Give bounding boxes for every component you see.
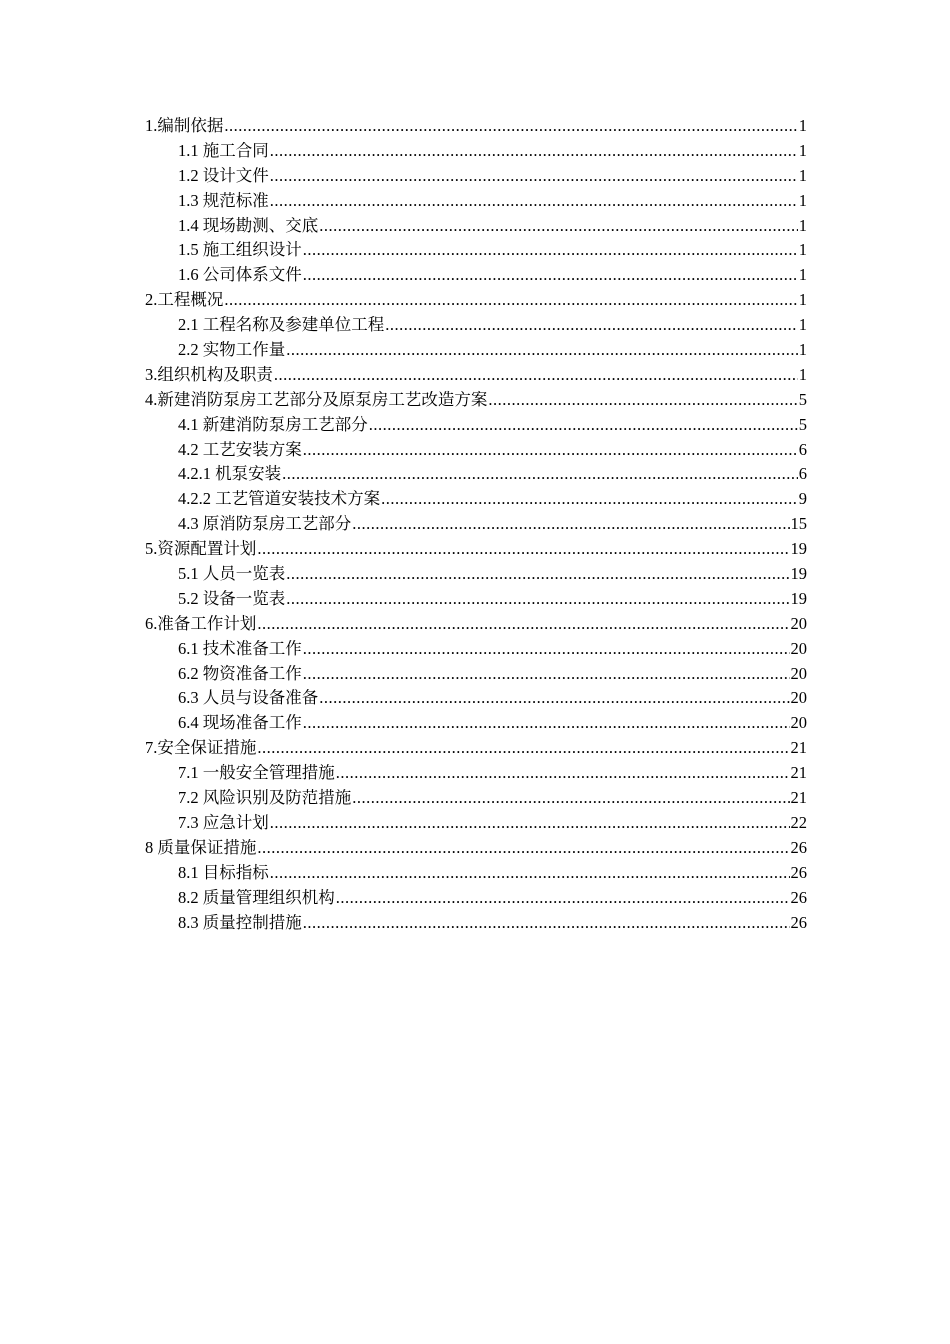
toc-dot-leader xyxy=(352,786,789,811)
toc-entry[interactable] xyxy=(145,861,807,886)
toc-entry-page-number: 1 xyxy=(798,240,807,260)
toc-entry-title: 6.1 技术准备工作 xyxy=(178,638,302,658)
toc-entry[interactable] xyxy=(145,438,807,463)
toc-dot-leader xyxy=(303,637,790,662)
toc-entry-title: 2.工程概况 xyxy=(145,290,224,310)
toc-entry-page-number: 1 xyxy=(798,290,807,310)
toc-entry-page-number: 1 xyxy=(798,190,807,210)
toc-dot-leader xyxy=(303,263,798,288)
toc-entry[interactable] xyxy=(145,164,807,189)
toc-entry-title: 3.组织机构及职责 xyxy=(145,364,273,384)
toc-dot-leader xyxy=(488,388,797,413)
toc-dot-leader xyxy=(257,836,789,861)
toc-entry[interactable] xyxy=(145,114,807,139)
toc-entry-title: 4.2.2 工艺管道安装技术方案 xyxy=(178,489,381,509)
toc-entry-title: 7.2 风险识别及防范措施 xyxy=(178,788,352,808)
toc-entry-page-number: 21 xyxy=(790,788,807,808)
toc-entry[interactable] xyxy=(145,637,807,662)
toc-dot-leader xyxy=(336,886,790,911)
toc-dot-leader xyxy=(257,736,789,761)
toc-entry-title: 1.编制依据 xyxy=(145,116,224,135)
toc-dot-leader xyxy=(303,662,790,687)
toc-entry[interactable] xyxy=(145,587,807,612)
toc-dot-leader xyxy=(270,861,790,886)
toc-entry-title: 5.2 设备一览表 xyxy=(178,588,286,608)
toc-entry-page-number: 1 xyxy=(798,140,807,160)
toc-entry-page-number: 1 xyxy=(798,165,807,185)
toc-entry[interactable] xyxy=(145,189,807,214)
toc-entry-title: 1.5 施工组织设计 xyxy=(178,240,302,260)
toc-entry[interactable] xyxy=(145,139,807,164)
toc-entry-title: 8.1 目标指标 xyxy=(178,862,269,882)
toc-entry-title: 6.准备工作计划 xyxy=(145,613,257,633)
toc-entry-title: 5.1 人员一览表 xyxy=(178,564,286,584)
toc-entry[interactable] xyxy=(145,288,807,313)
toc-dot-leader xyxy=(303,438,798,463)
toc-entry-page-number: 19 xyxy=(790,588,807,608)
toc-entry[interactable] xyxy=(145,736,807,761)
toc-entry-title: 8 质量保证措施 xyxy=(145,837,257,857)
toc-dot-leader xyxy=(319,214,798,239)
toc-dot-leader xyxy=(286,587,789,612)
toc-entry-title: 7.1 一般安全管理措施 xyxy=(178,763,335,783)
toc-dot-leader xyxy=(385,313,798,338)
toc-entry[interactable] xyxy=(145,662,807,687)
toc-entry-title: 8.3 质量控制措施 xyxy=(178,912,302,932)
toc-dot-leader xyxy=(282,462,798,487)
toc-entry-page-number: 5 xyxy=(798,389,807,409)
toc-entry[interactable] xyxy=(145,612,807,637)
toc-entry[interactable] xyxy=(145,786,807,811)
toc-entry-title: 1.2 设计文件 xyxy=(178,165,269,185)
toc-entry-title: 8.2 质量管理组织机构 xyxy=(178,887,335,907)
toc-dot-leader xyxy=(274,363,798,388)
toc-entry-title: 2.2 实物工作量 xyxy=(178,340,286,360)
toc-entry[interactable] xyxy=(145,811,807,836)
toc-entry-page-number: 26 xyxy=(790,912,807,932)
toc-dot-leader xyxy=(270,811,790,836)
toc-entry[interactable] xyxy=(145,263,807,288)
toc-entry-title: 4.新建消防泵房工艺部分及原泵房工艺改造方案 xyxy=(145,389,488,409)
toc-entry-title: 6.4 现场准备工作 xyxy=(178,713,302,733)
toc-entry-title: 7.3 应急计划 xyxy=(178,812,269,832)
toc-entry[interactable] xyxy=(145,388,807,413)
toc-entry[interactable] xyxy=(145,836,807,861)
toc-entry-page-number: 19 xyxy=(790,539,807,559)
toc-entry-page-number: 5 xyxy=(798,414,807,434)
toc-entry-page-number: 9 xyxy=(798,489,807,509)
toc-entry-page-number: 6 xyxy=(798,439,807,459)
toc-entry[interactable] xyxy=(145,686,807,711)
toc-entry-page-number: 1 xyxy=(798,215,807,235)
toc-entry-title: 1.6 公司体系文件 xyxy=(178,265,302,285)
toc-dot-leader xyxy=(286,562,789,587)
toc-entry-title: 2.1 工程名称及参建单位工程 xyxy=(178,315,385,335)
toc-entry-page-number: 1 xyxy=(798,116,807,135)
toc-entry[interactable] xyxy=(145,238,807,263)
toc-dot-leader xyxy=(270,189,798,214)
toc-entry[interactable] xyxy=(145,462,807,487)
toc-entry-page-number: 20 xyxy=(790,713,807,733)
toc-dot-leader xyxy=(352,512,789,537)
toc-entry-page-number: 26 xyxy=(790,862,807,882)
toc-dot-leader xyxy=(303,238,798,263)
toc-entry-page-number: 20 xyxy=(790,638,807,658)
toc-entry[interactable] xyxy=(145,487,807,512)
toc-dot-leader xyxy=(303,911,790,936)
toc-dot-leader xyxy=(303,711,790,736)
toc-entry-title: 7.安全保证措施 xyxy=(145,738,257,758)
toc-dot-leader xyxy=(319,686,789,711)
toc-entry-page-number: 1 xyxy=(798,340,807,360)
toc-dot-leader xyxy=(369,413,798,438)
toc-entry-title: 6.2 物资准备工作 xyxy=(178,663,302,683)
toc-dot-leader xyxy=(257,537,789,562)
toc-entry-page-number: 26 xyxy=(790,887,807,907)
toc-dot-leader xyxy=(270,139,798,164)
toc-entry-title: 1.4 现场勘测、交底 xyxy=(178,215,319,235)
toc-entry[interactable] xyxy=(145,711,807,736)
toc-entry[interactable] xyxy=(145,313,807,338)
toc-entry[interactable] xyxy=(145,413,807,438)
toc-entry-page-number: 20 xyxy=(790,613,807,633)
toc-entry[interactable] xyxy=(145,363,807,388)
toc-dot-leader xyxy=(381,487,798,512)
toc-entry[interactable] xyxy=(145,911,807,936)
toc-entry[interactable] xyxy=(145,761,807,786)
toc-entry-page-number: 15 xyxy=(790,514,807,534)
toc-entry-title: 4.3 原消防泵房工艺部分 xyxy=(178,514,352,534)
toc-entry-title: 1.3 规范标准 xyxy=(178,190,269,210)
toc-entry-page-number: 19 xyxy=(790,564,807,584)
toc-entry-page-number: 21 xyxy=(790,738,807,758)
table-of-contents xyxy=(145,114,807,935)
toc-dot-leader xyxy=(257,612,789,637)
toc-entry-title: 6.3 人员与设备准备 xyxy=(178,688,319,708)
toc-entry[interactable] xyxy=(145,214,807,239)
toc-dot-leader xyxy=(270,164,798,189)
toc-entry-page-number: 20 xyxy=(790,688,807,708)
toc-entry-title: 5.资源配置计划 xyxy=(145,539,257,559)
toc-entry[interactable] xyxy=(145,562,807,587)
toc-dot-leader xyxy=(336,761,790,786)
toc-entry-page-number: 20 xyxy=(790,663,807,683)
toc-entry[interactable] xyxy=(145,886,807,911)
toc-entry-page-number: 1 xyxy=(798,315,807,335)
toc-entry-page-number: 22 xyxy=(790,812,807,832)
toc-dot-leader xyxy=(224,288,797,313)
toc-dot-leader xyxy=(224,114,797,139)
toc-entry-page-number: 26 xyxy=(790,837,807,857)
toc-entry-title: 1.1 施工合同 xyxy=(178,140,269,160)
toc-entry-page-number: 21 xyxy=(790,763,807,783)
toc-entry[interactable] xyxy=(145,537,807,562)
toc-entry-title: 4.2.1 机泵安装 xyxy=(178,464,282,484)
toc-entry-title: 4.1 新建消防泵房工艺部分 xyxy=(178,414,368,434)
toc-entry-page-number: 1 xyxy=(798,265,807,285)
toc-entry-page-number: 6 xyxy=(798,464,807,484)
toc-entry-title: 4.2 工艺安装方案 xyxy=(178,439,302,459)
toc-dot-leader xyxy=(286,338,798,363)
toc-entry-page-number: 1 xyxy=(798,364,807,384)
toc-entry[interactable] xyxy=(145,338,807,363)
toc-entry[interactable] xyxy=(145,512,807,537)
